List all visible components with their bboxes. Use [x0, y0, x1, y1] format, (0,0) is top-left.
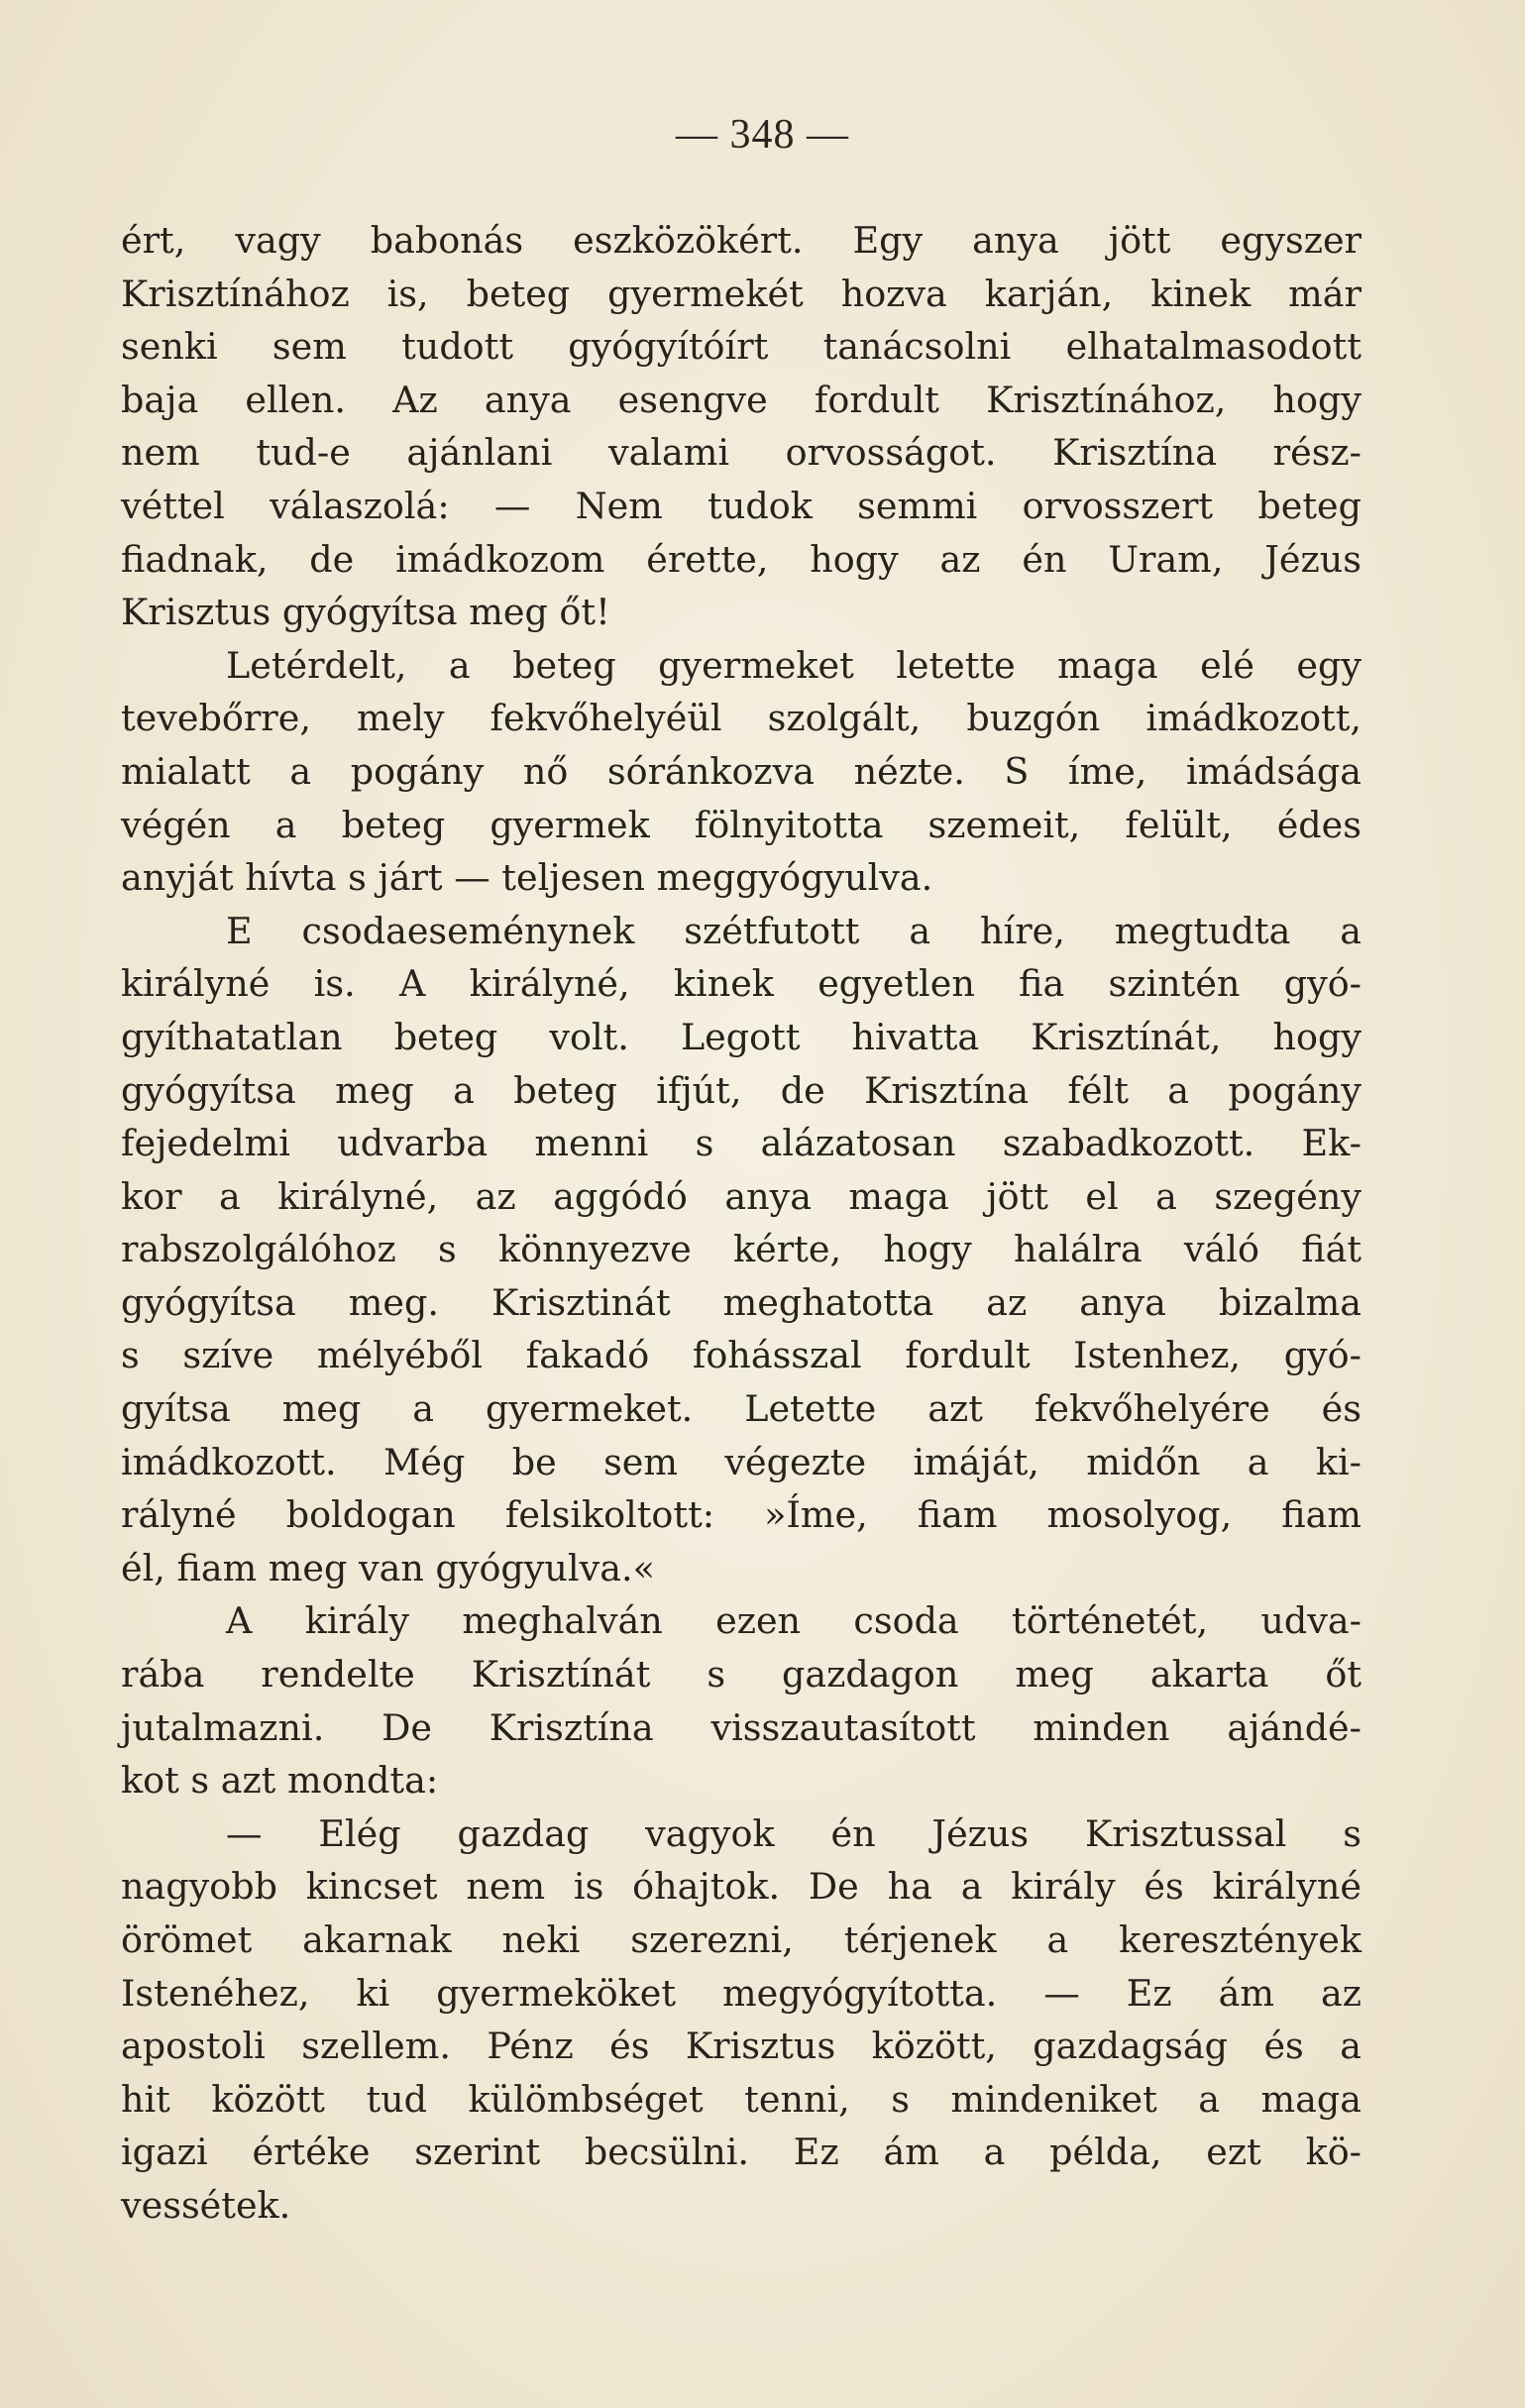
- text-line: jutalmazni. De Krisztína visszautasított minden ajándé-: [121, 1705, 1362, 1749]
- text-line: Krisztínához is, beteg gyermekét hozva karján, kinek már: [121, 272, 1362, 315]
- text-line: nem tud-e ajánlani valami orvosságot. Krisztína rész-: [121, 431, 1362, 475]
- text-line: rába rendelte Krisztínát s gazdagon meg akarta őt: [121, 1653, 1362, 1697]
- text-line: fejedelmi udvarba menni s alázatosan szabadkozott. Ek-: [121, 1122, 1362, 1165]
- text-line: Letérdelt, a beteg gyermeket letette maga elé egy: [226, 643, 1362, 687]
- text-line: senki sem tudott gyógyítóírt tanácsolni elhatalmasodott: [121, 325, 1362, 369]
- text-line: rabszolgálóhoz s könnyezve kérte, hogy halálra váló fiát: [121, 1228, 1362, 1271]
- text-line: s szíve mélyéből fakadó fohásszal fordult Istenhez, gyó-: [121, 1334, 1362, 1377]
- text-line: baja ellen. Az anya esengve fordult Krisztínához, hogy: [121, 378, 1362, 421]
- text-line: kor a királyné, az aggódó anya maga jött el a szegény: [121, 1174, 1362, 1218]
- text-line: véttel válaszolá: — Nem tudok semmi orvosszert beteg: [121, 484, 1362, 527]
- text-line: Krisztus gyógyítsa meg őt!: [121, 591, 610, 634]
- text-line: nagyobb kincset nem is óhajtok. De ha a király és királyné: [121, 1865, 1362, 1909]
- text-line: igazi értéke szerint becsülni. Ez ám a példa, ezt kö-: [121, 2131, 1362, 2174]
- text-line: örömet akarnak neki szerezni, térjenek a keresztények: [121, 1918, 1362, 1961]
- text-line: E csodaeseménynek szétfutott a híre, megtudta a: [226, 909, 1362, 952]
- text-line: apostoli szellem. Pénz és Krisztus között, gazdagság és a: [121, 2025, 1362, 2068]
- text-line: gyógyítsa meg. Krisztinát meghatotta az anya bizalma: [121, 1280, 1362, 1324]
- text-line: fiadnak, de imádkozom érette, hogy az én Uram, Jézus: [121, 537, 1362, 581]
- text-line: ért, vagy babonás eszközökért. Egy anya jött egyszer: [121, 219, 1362, 262]
- text-line: A király meghalván ezen csoda történetét, udva-: [226, 1599, 1362, 1643]
- text-line: Istenéhez, ki gyermeköket megyógyította. — Ez ám az: [121, 1971, 1362, 2015]
- text-line: rályné boldogan felsikoltott: »Íme, fiam mosolyog, fiam: [121, 1493, 1362, 1537]
- body-text: [121, 214, 1362, 2233]
- text-line: királyné is. A királyné, kinek egyetlen fia szintén gyó-: [121, 962, 1362, 1006]
- text-line: hit között tud külömbséget tenni, s mindeniket a maga: [121, 2077, 1362, 2121]
- text-line: kot s azt mondta:: [121, 1759, 439, 1803]
- text-line: tevebőrre, mely fekvőhelyéül szolgált, buzgón imádkozott,: [121, 697, 1362, 740]
- text-line: imádkozott. Még be sem végezte imáját, midőn a ki-: [121, 1440, 1362, 1483]
- text-line: — Elég gazdag vagyok én Jézus Krisztussal s: [226, 1811, 1362, 1855]
- text-line: anyját hívta s járt — teljesen meggyógyulva.: [121, 856, 933, 900]
- text-line: vessétek.: [121, 2183, 291, 2227]
- text-line: végén a beteg gyermek fölnyitotta szemeit, felült, édes: [121, 803, 1362, 846]
- text-line: gyítsa meg a gyermeket. Letette azt fekvőhelyére és: [121, 1387, 1362, 1431]
- page-number: — 348 —: [676, 112, 849, 158]
- text-line: él, fiam meg van gyógyulva.«: [121, 1546, 655, 1589]
- text-line: mialatt a pogány nő sóránkozva nézte. S íme, imádsága: [121, 749, 1362, 793]
- text-line: gyógyítsa meg a beteg ifjút, de Krisztína félt a pogány: [121, 1068, 1362, 1112]
- text-line: gyíthatatlan beteg volt. Legott hivatta Krisztínát, hogy: [121, 1015, 1362, 1058]
